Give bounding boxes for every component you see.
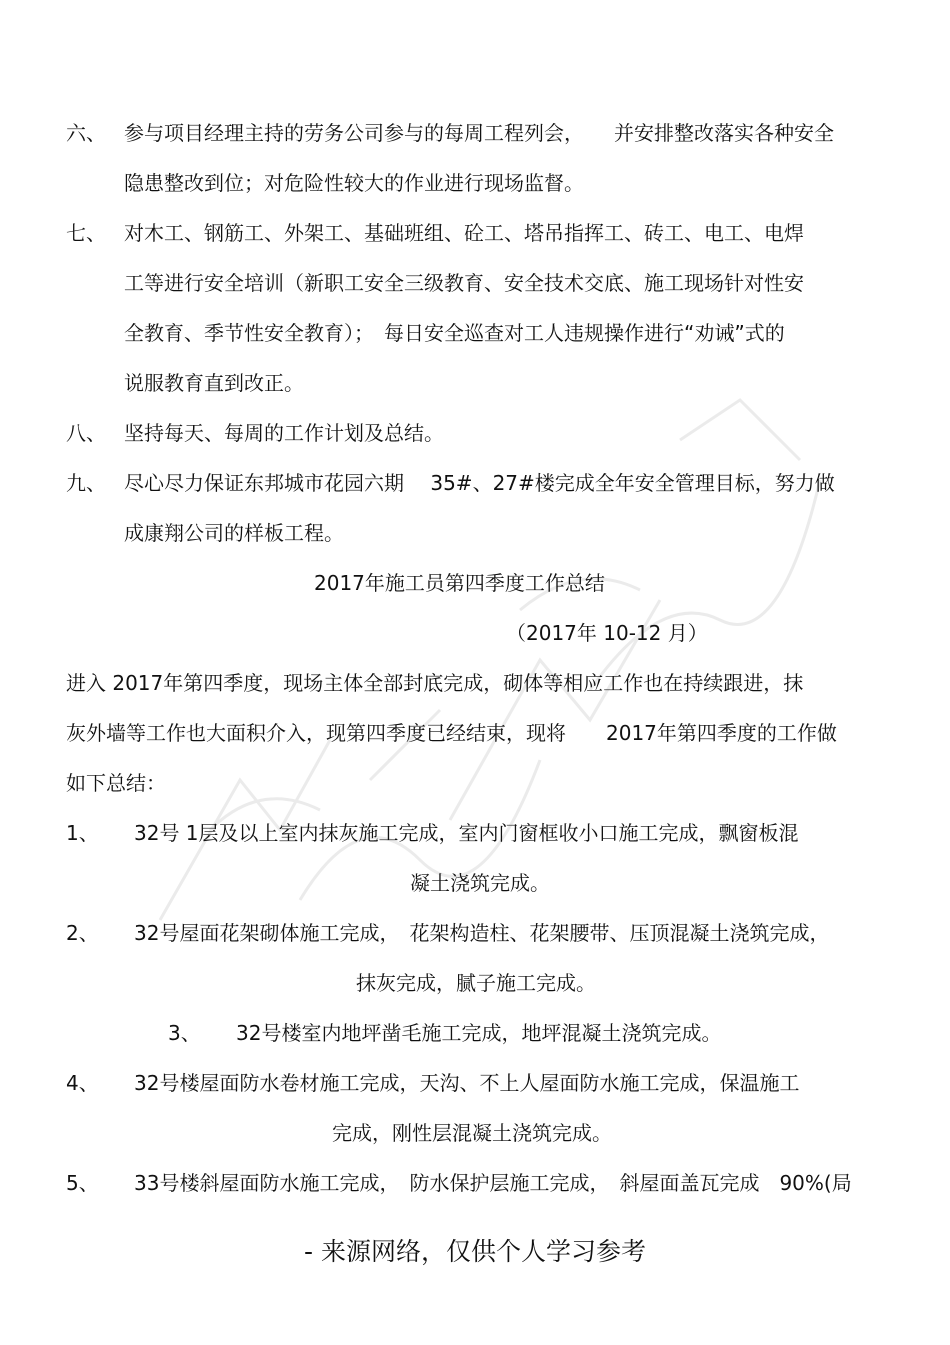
item-text: 成康翔公司的样板工程。 [124, 521, 344, 545]
item-text: 32号屋面花架砌体施工完成， 花架构造柱、花架腰带、压顶混凝土浇筑完成， [134, 921, 830, 945]
item-text: 尽心尽力保证东邦城市花园六期 35#、27#楼完成全年安全管理目标，努力做 [124, 471, 835, 495]
item-number: 4、 [66, 1071, 99, 1095]
item-text: 32号楼屋面防水卷材施工完成，天沟、不上人屋面防水施工完成，保温施工 [134, 1071, 800, 1095]
item-text: 工等进行安全培训（新职工安全三级教育、安全技术交底、施工现场针对性安 [124, 271, 804, 295]
item-text: 凝土浇筑完成。 [410, 871, 550, 895]
item-text: 对木工、钢筋工、外架工、基础班组、砼工、塔吊指挥工、砖工、电工、电焊 [124, 221, 804, 245]
item-text: 完成，刚性层混凝土浇筑完成。 [332, 1121, 612, 1145]
item-text: 32号 1层及以上室内抹灰施工完成，室内门窗框收小口施工完成，飘窗板混 [134, 821, 799, 845]
item-text: 参与项目经理主持的劳务公司参与的每周工程列会， 并安排整改落实各种安全 [124, 121, 834, 145]
item-text: 全教育、季节性安全教育）； 每日安全巡查对工人违规操作进行“劝诫”式的 [124, 321, 785, 345]
item-number: 1、 [66, 821, 99, 845]
item-number: 七、 [66, 221, 106, 245]
item-text: 32号楼室内地坪凿毛施工完成，地坪混凝土浇筑完成。 [236, 1021, 722, 1045]
item-text: 抹灰完成，腻子施工完成。 [356, 971, 596, 995]
item-text: 说服教育直到改正。 [124, 371, 304, 395]
intro-text: 灰外墙等工作也大面积介入，现第四季度已经结束，现将 2017年第四季度的工作做 [66, 721, 837, 745]
item-text: 隐患整改到位；对危险性较大的作业进行现场监督。 [124, 171, 584, 195]
item-number: 5、 [66, 1171, 99, 1195]
item-text: 坚持每天、每周的工作计划及总结。 [124, 421, 444, 445]
item-text: 33号楼斜屋面防水施工完成， 防水保护层施工完成， 斜屋面盖瓦完成 90%(局 [134, 1171, 852, 1195]
intro-text: 进入 2017年第四季度，现场主体全部封底完成，砌体等相应工作也在持续跟进，抹 [66, 671, 804, 695]
item-number: 八、 [66, 421, 106, 445]
section-subtitle: （2017年 10-12 月） [506, 621, 708, 645]
intro-text: 如下总结： [66, 771, 166, 795]
item-number: 六、 [66, 121, 106, 145]
item-number: 2、 [66, 921, 99, 945]
item-number: 九、 [66, 471, 106, 495]
footer-note: - 来源网络，仅供个人学习参考 [304, 1237, 646, 1266]
item-number: 3、 [168, 1021, 201, 1045]
section-title: 2017年施工员第四季度工作总结 [314, 571, 605, 595]
